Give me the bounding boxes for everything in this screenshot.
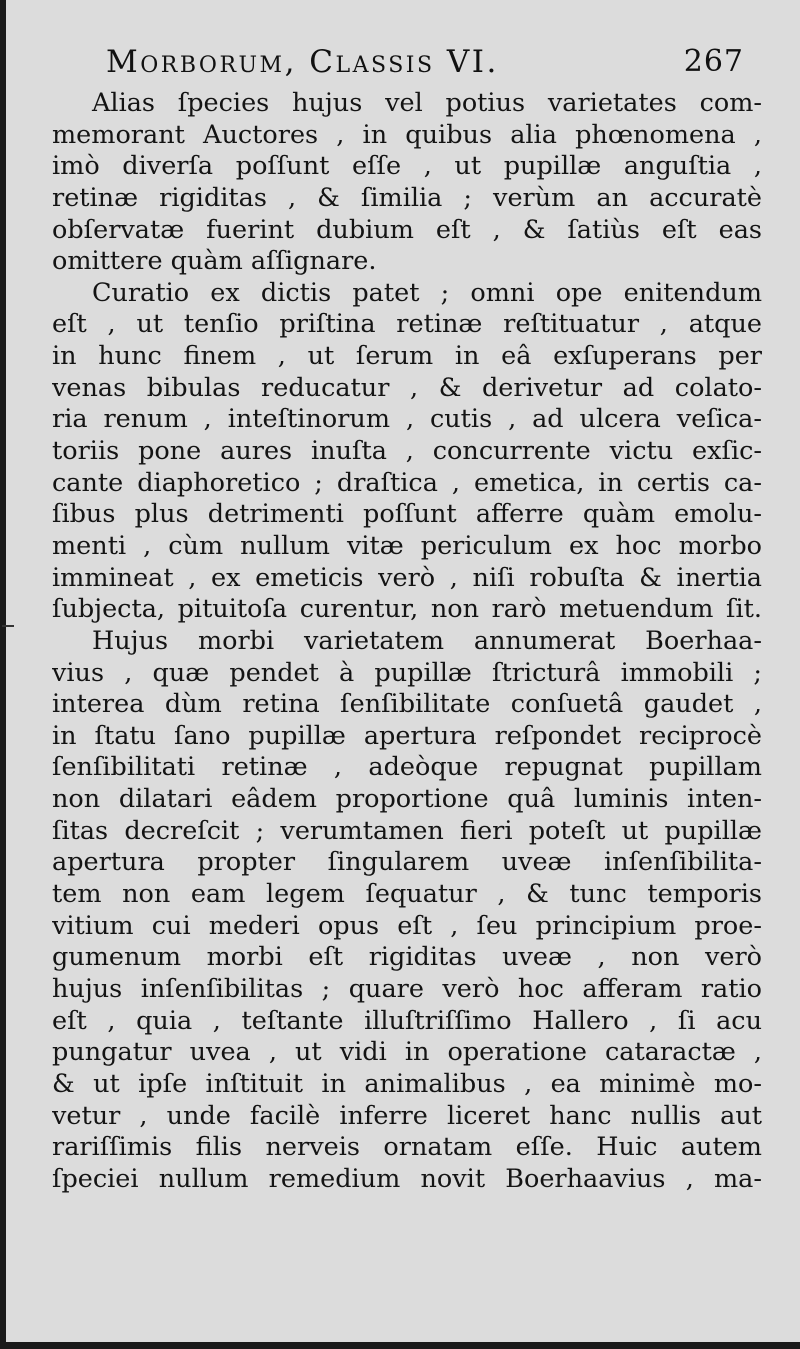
running-title: Morborum, Classis VI. — [106, 44, 499, 80]
text-line: ſubjecta, pituitoſa curentur, non rarò metuendum ſit. — [52, 594, 762, 625]
page-number: 267 — [683, 44, 744, 79]
text-line: toriis pone aures inuſta , concurrente victu exſic- — [52, 436, 762, 467]
text-line: in ſtatu ſano pupillæ apertura reſpondet reciprocè — [52, 720, 762, 751]
margin-mark — [2, 625, 14, 627]
text-line: Alias ſpecies hujus vel potius varietates com- — [92, 88, 762, 118]
text-line: hujus inſenſibilitas ; quare verò hoc afferam ratio — [52, 973, 762, 1004]
text-line: immineat , ex emeticis verò , niſi robuſta & inertia — [52, 562, 762, 593]
book-page — [6, 0, 800, 1342]
text-line: ſibus plus detrimenti poſſunt afferre quàm emolu- — [52, 499, 762, 530]
text-line: retinæ rigiditas , & ſimilia ; verùm an accuratè — [52, 182, 762, 213]
text-line: omittere quàm aſſignare. — [52, 246, 377, 277]
text-line: rariſſimis filis nerveis ornatam eſſe. Huic autem — [52, 1132, 762, 1163]
text-line: gumenum morbi eſt rigiditas uveæ , non verò — [52, 942, 762, 973]
text-line: ſenſibilitati retinæ , adeòque repugnat pupillam — [52, 752, 762, 783]
text-line: tem non eam legem ſequatur , & tunc temporis — [52, 879, 762, 910]
text-line: pungatur uvea , ut vidi in operatione cataractæ , — [52, 1037, 762, 1068]
text-line: vius , quæ pendet à pupillæ ſtricturâ immobili ; — [52, 657, 762, 688]
text-line: eſt , ut tenſio priſtina retinæ reſtituatur , atque — [52, 309, 762, 340]
text-line: Curatio ex dictis patet ; omni ope enitendum — [92, 277, 762, 308]
text-line: obſervatæ fuerint dubium eſt , & ſatiùs eſt eas — [52, 214, 762, 245]
text-line: venas bibulas reducatur , & derivetur ad colato- — [52, 372, 762, 403]
text-line: Hujus morbi varietatem annumerat Boerhaa- — [92, 625, 762, 656]
text-line: imò diverſa poſſunt eſſe , ut pupillæ anguſtia , — [52, 151, 762, 182]
text-line: eſt , quia , teſtante illuſtriſſimo Hallero , ſi acu — [52, 1005, 762, 1036]
text-line: ſpeciei nullum remedium novit Boerhaavius , ma- — [52, 1163, 762, 1194]
text-line: cante diaphoretico ; draſtica , emetica, in certis ca- — [52, 467, 762, 498]
text-line: vitium cui mederi opus eſt , ſeu principium proe- — [52, 910, 762, 941]
text-line: ſitas decreſcit ; verumtamen fieri poteſt ut pupillæ — [52, 815, 762, 846]
text-line: in hunc finem , ut ſerum in eâ exſuperans per — [52, 341, 762, 372]
text-line: & ut ipſe inſtituit in animalibus , ea minimè mo- — [52, 1068, 762, 1099]
text-line: ria renum , inteſtinorum , cutis , ad ulcera veſica- — [52, 404, 762, 435]
text-line: interea dùm retina ſenſibilitate conſuetâ gaudet , — [52, 689, 762, 720]
text-line: apertura propter ſingularem uveæ inſenſibilita- — [52, 847, 762, 878]
text-line: non dilatari eâdem proportione quâ luminis inten- — [52, 784, 762, 815]
text-line: menti , cùm nullum vitæ periculum ex hoc morbo — [52, 530, 762, 561]
text-line: vetur , unde facilè inferre liceret hanc nullis aut — [52, 1100, 762, 1131]
text-line: memorant Auctores , in quibus alia phœnomena , — [52, 119, 762, 150]
body-text — [52, 88, 762, 1195]
page-header — [106, 40, 756, 90]
